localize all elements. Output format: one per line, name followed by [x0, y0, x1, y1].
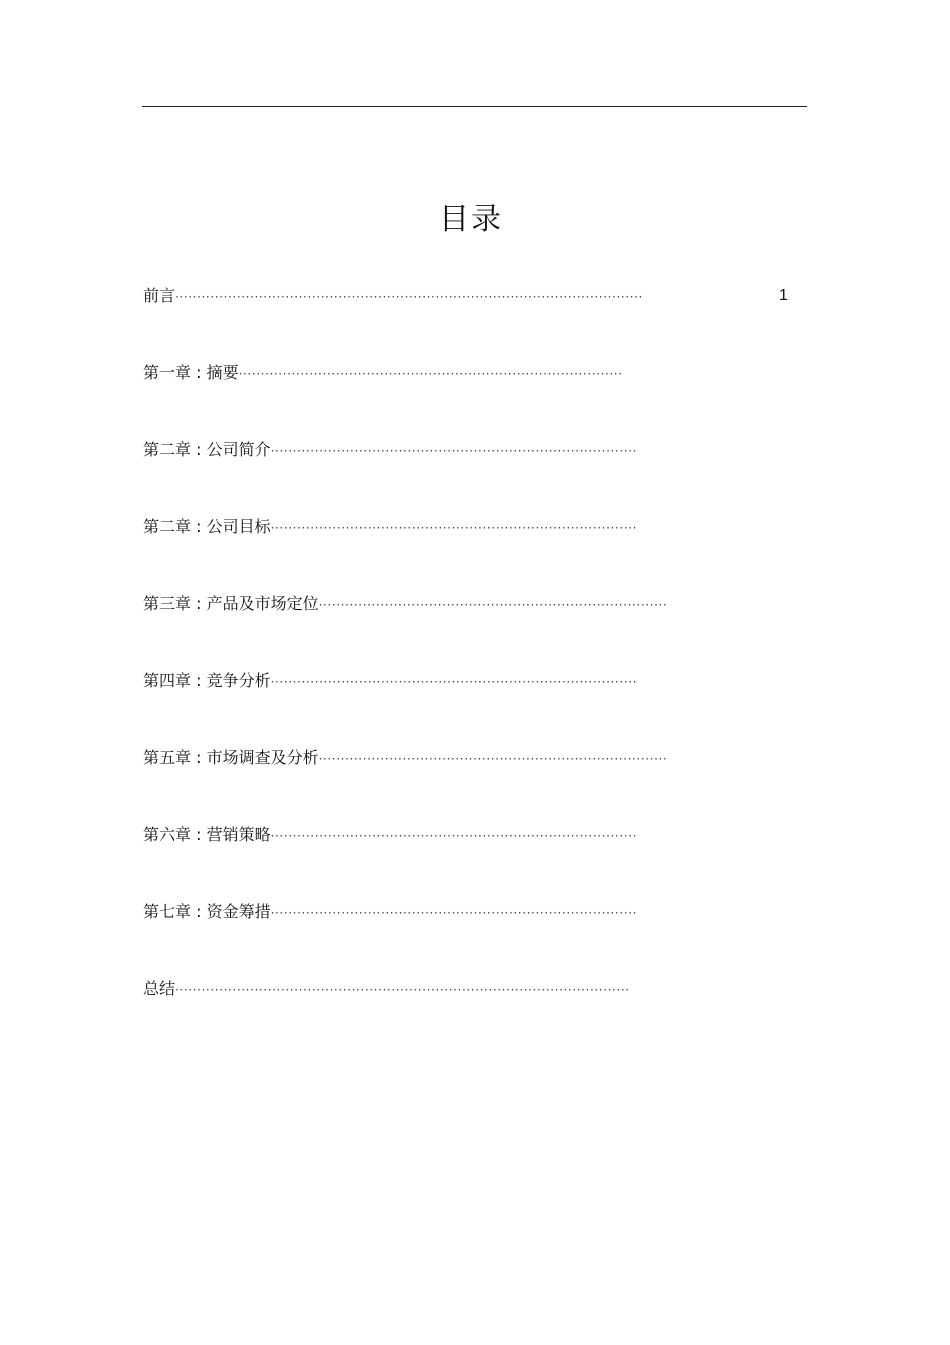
toc-entry-chapter-7[interactable] — [143, 900, 730, 924]
toc-leader-dots: ······················································································· — [238, 367, 623, 381]
toc-leader-dots: ··················································································· — [270, 521, 637, 535]
toc-entry-label: 第二章 : 公司简介 — [143, 440, 271, 459]
toc-entry-label: 第三章 : 产品及市场定位 — [143, 594, 319, 613]
toc-entry-label: 第二章 : 公司目标 — [143, 517, 271, 536]
toc-leader-dots: ··················································································· — [270, 906, 637, 920]
toc-entry-label: 第六章 : 营销策略 — [143, 825, 271, 844]
toc-leader-dots: ··················································································· — [270, 829, 637, 843]
toc-page-number: 1 — [779, 287, 788, 304]
toc-entry-chapter-2a[interactable] — [143, 438, 730, 462]
toc-entry-label: 第一章 : 摘要 — [143, 363, 239, 382]
toc-entry-chapter-2b[interactable] — [143, 515, 730, 539]
toc-entry-label: 第五章 : 市场调查及分析 — [143, 748, 319, 767]
toc-entry-label: 第七章 : 资金筹措 — [143, 902, 271, 921]
toc-leader-dots: ······································································································· — [175, 983, 630, 997]
toc-leader-dots: ··················································································· — [270, 444, 637, 458]
toc-entry-chapter-1[interactable] — [143, 361, 748, 385]
toc-entry-chapter-6[interactable] — [143, 823, 730, 847]
header-rule — [142, 106, 807, 107]
toc-entry-summary[interactable] — [143, 977, 716, 1001]
toc-entry-chapter-3[interactable] — [143, 592, 730, 616]
toc-entry-preface[interactable] — [143, 284, 733, 308]
toc-leader-dots: ·········································································································· — [175, 290, 643, 304]
toc-entry-label: 总结 — [143, 979, 176, 998]
toc-leader-dots: ··················································································· — [270, 675, 637, 689]
toc-entry-chapter-5[interactable] — [143, 746, 730, 770]
toc-entry-label: 前言 — [143, 286, 176, 305]
toc-leader-dots: ··············································································· — [318, 752, 668, 766]
toc-entry-label: 第四章 : 竞争分析 — [143, 671, 271, 690]
toc-entry-chapter-4[interactable] — [143, 669, 730, 693]
toc-title: 目录 — [439, 202, 503, 237]
toc-leader-dots: ··············································································· — [318, 598, 668, 612]
